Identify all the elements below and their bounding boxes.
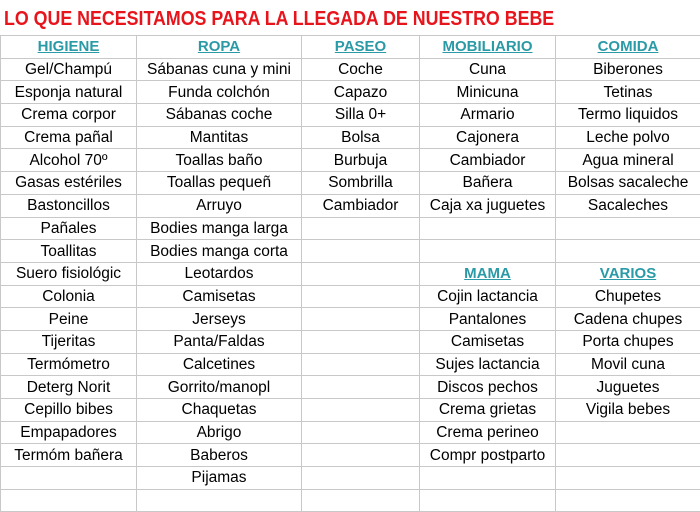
table-cell[interactable] [1, 489, 137, 512]
table-cell[interactable]: Tijeritas [1, 330, 137, 353]
table-cell[interactable] [1, 467, 137, 490]
table-cell[interactable]: Coche [302, 58, 420, 81]
table-cell[interactable]: Silla 0+ [302, 104, 420, 127]
table-cell[interactable]: Jerseys [137, 308, 302, 331]
table-cell[interactable]: Cambiador [302, 194, 420, 217]
table-cell[interactable]: Vigila bebes [556, 399, 700, 422]
table-cell[interactable]: Porta chupes [556, 330, 700, 353]
table-cell[interactable]: Bañera [420, 172, 556, 195]
table-cell[interactable] [302, 444, 420, 467]
table-row [1, 330, 700, 353]
table-cell[interactable]: Movil cuna [556, 353, 700, 376]
table-cell[interactable]: Biberones [556, 58, 700, 81]
table-cell[interactable]: Empapadores [1, 421, 137, 444]
column-header[interactable]: HIGIENE [1, 36, 137, 59]
table-row [1, 285, 700, 308]
table-cell[interactable]: Panta/Faldas [137, 330, 302, 353]
table-cell[interactable]: Cajonera [420, 126, 556, 149]
table-cell[interactable]: Mantitas [137, 126, 302, 149]
table-cell[interactable]: Sombrilla [302, 172, 420, 195]
table-cell[interactable]: Arruyo [137, 194, 302, 217]
table-cell[interactable]: Gel/Champú [1, 58, 137, 81]
table-cell[interactable]: Crema grietas [420, 399, 556, 422]
table-cell[interactable]: Discos pechos [420, 376, 556, 399]
table-cell[interactable] [302, 308, 420, 331]
table-cell[interactable]: Juguetes [556, 376, 700, 399]
table-cell[interactable] [302, 353, 420, 376]
table-cell[interactable]: Cadena chupes [556, 308, 700, 331]
table-cell[interactable]: Crema corpor [1, 104, 137, 127]
table-cell[interactable]: Bolsa [302, 126, 420, 149]
table-cell[interactable]: Crema perineo [420, 421, 556, 444]
table-row [1, 489, 700, 512]
table-cell[interactable]: Sábanas cuna y mini [137, 58, 302, 81]
table-cell[interactable]: Esponja natural [1, 81, 137, 104]
table-row [1, 36, 700, 59]
table-cell[interactable] [556, 421, 700, 444]
table-cell[interactable]: Colonia [1, 285, 137, 308]
table-cell[interactable]: Sábanas coche [137, 104, 302, 127]
table-cell[interactable]: Agua mineral [556, 149, 700, 172]
table-cell[interactable] [556, 467, 700, 490]
table-cell[interactable]: Toallas baño [137, 149, 302, 172]
table-cell[interactable] [302, 421, 420, 444]
checklist-table [0, 35, 700, 512]
table-row [1, 104, 700, 127]
table-cell[interactable] [302, 217, 420, 240]
table-cell[interactable] [420, 467, 556, 490]
table-cell[interactable] [556, 444, 700, 467]
table-row [1, 81, 700, 104]
table-cell[interactable]: Calcetines [137, 353, 302, 376]
table-cell[interactable]: Termo liquidos [556, 104, 700, 127]
table-cell[interactable]: Termómetro [1, 353, 137, 376]
table-cell[interactable]: Peine [1, 308, 137, 331]
table-cell[interactable]: Deterg Norit [1, 376, 137, 399]
table-row [1, 58, 700, 81]
column-header[interactable]: COMIDA [556, 36, 700, 59]
table-cell[interactable] [420, 489, 556, 512]
table-cell[interactable] [420, 240, 556, 263]
table-cell[interactable]: Baberos [137, 444, 302, 467]
table-cell[interactable]: Cambiador [420, 149, 556, 172]
table-cell[interactable]: Gasas estériles [1, 172, 137, 195]
table-cell[interactable] [302, 399, 420, 422]
table-row [1, 444, 700, 467]
table-row [1, 262, 700, 285]
page-title: LO QUE NECESITAMOS PARA LA LLEGADA DE NUESTRO BEBE [4, 4, 554, 34]
table-cell[interactable]: Crema pañal [1, 126, 137, 149]
table-row [1, 467, 700, 490]
table-cell[interactable] [302, 376, 420, 399]
table-cell[interactable]: Capazo [302, 81, 420, 104]
table-cell[interactable]: Pañales [1, 217, 137, 240]
table-cell[interactable]: Minicuna [420, 81, 556, 104]
table-row [1, 399, 700, 422]
table-row [1, 353, 700, 376]
table-cell[interactable] [302, 262, 420, 285]
table-cell[interactable]: Sacaleches [556, 194, 700, 217]
table-cell[interactable]: Bolsas sacaleche [556, 172, 700, 195]
table-cell[interactable]: Abrigo [137, 421, 302, 444]
table-row [1, 126, 700, 149]
column-header[interactable]: MOBILIARIO [420, 36, 556, 59]
table-cell[interactable]: Toallitas [1, 240, 137, 263]
table-cell[interactable]: Gorrito/manopl [137, 376, 302, 399]
table-cell[interactable] [302, 285, 420, 308]
table-cell[interactable]: Chaquetas [137, 399, 302, 422]
table-cell[interactable]: Pijamas [137, 467, 302, 490]
table-cell[interactable]: Termóm bañera [1, 444, 137, 467]
table-row [1, 421, 700, 444]
table-cell[interactable]: Bastoncillos [1, 194, 137, 217]
table-cell[interactable] [137, 489, 302, 512]
table-cell[interactable]: Pantalones [420, 308, 556, 331]
table-cell[interactable]: Cepillo bibes [1, 399, 137, 422]
table-cell[interactable] [302, 467, 420, 490]
table-cell[interactable] [556, 489, 700, 512]
table-cell[interactable] [302, 240, 420, 263]
table-cell[interactable]: Bodies manga corta [137, 240, 302, 263]
table-cell[interactable]: Toallas pequeñ [137, 172, 302, 195]
table-cell[interactable] [302, 330, 420, 353]
table-cell[interactable]: Camisetas [137, 285, 302, 308]
table-row [1, 149, 700, 172]
table-cell[interactable]: Funda colchón [137, 81, 302, 104]
table-row [1, 240, 700, 263]
table-cell[interactable]: Caja xa juguetes [420, 194, 556, 217]
table-cell[interactable] [420, 217, 556, 240]
table-cell[interactable]: Camisetas [420, 330, 556, 353]
table-cell[interactable] [302, 489, 420, 512]
table-row [1, 217, 700, 240]
table-cell[interactable]: Compr postparto [420, 444, 556, 467]
table-cell[interactable]: Cojin lactancia [420, 285, 556, 308]
table-cell[interactable]: Tetinas [556, 81, 700, 104]
table-cell[interactable]: Alcohol 70º [1, 149, 137, 172]
table-cell[interactable]: Chupetes [556, 285, 700, 308]
column-header[interactable]: MAMA [420, 262, 556, 285]
column-header[interactable]: PASEO [302, 36, 420, 59]
table-row [1, 172, 700, 195]
column-header[interactable]: VARIOS [556, 262, 700, 285]
table-cell[interactable] [556, 240, 700, 263]
table-cell[interactable]: Cuna [420, 58, 556, 81]
table-cell[interactable]: Armario [420, 104, 556, 127]
table-cell[interactable]: Bodies manga larga [137, 217, 302, 240]
table-row [1, 376, 700, 399]
table-row [1, 194, 700, 217]
table-cell[interactable]: Leche polvo [556, 126, 700, 149]
table-cell[interactable]: Burbuja [302, 149, 420, 172]
column-header[interactable]: ROPA [137, 36, 302, 59]
table-cell[interactable]: Leotardos [137, 262, 302, 285]
table-row [1, 308, 700, 331]
table-cell[interactable] [556, 217, 700, 240]
table-cell[interactable]: Sujes lactancia [420, 353, 556, 376]
table-cell[interactable]: Suero fisiológic [1, 262, 137, 285]
